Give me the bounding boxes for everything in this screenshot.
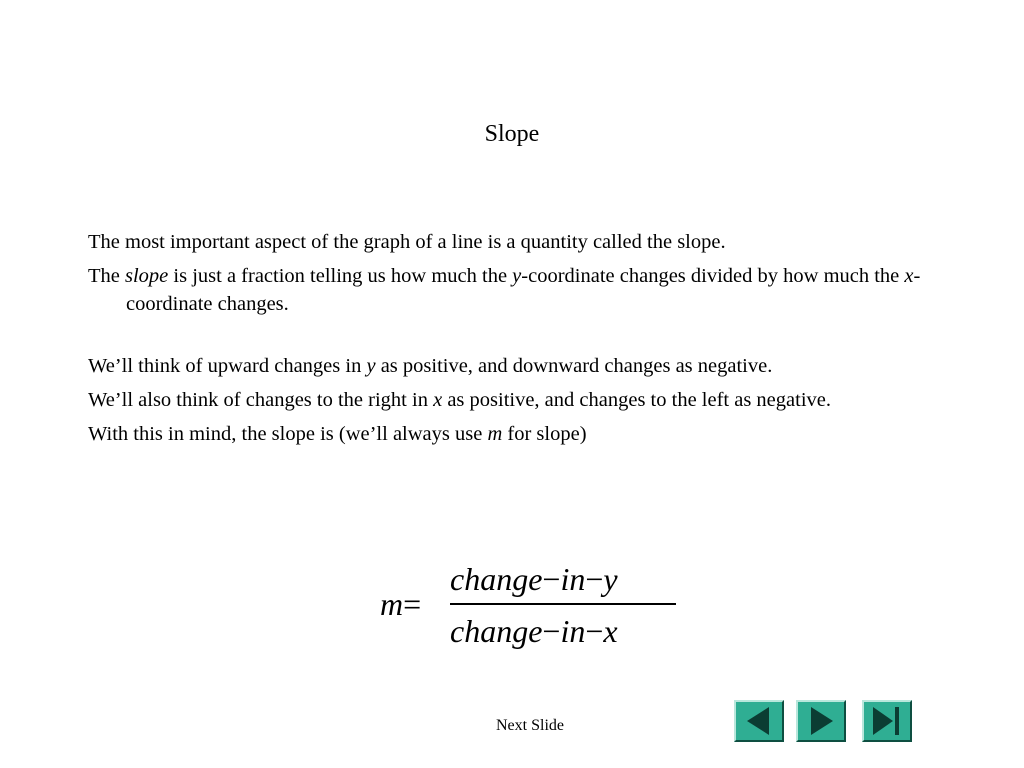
text-run: We’ll also think of changes to the right in [88, 389, 434, 411]
var-y: y [366, 355, 376, 377]
denominator-minus: − [542, 613, 561, 649]
text-run: The [88, 265, 125, 287]
text-run: as positive, and downward changes as negative. [375, 355, 773, 377]
text-run: -coordinate changes divided by how much the [521, 265, 905, 287]
last-slide-button[interactable] [862, 700, 912, 742]
formula-numerator [450, 560, 618, 598]
var-y: y [512, 265, 522, 287]
text-run: is just a fraction telling us how much the [168, 265, 513, 287]
numerator-word-change: change [450, 561, 543, 597]
slide-body [88, 228, 958, 454]
var-x: x [433, 389, 443, 411]
denominator-var-x: x [603, 613, 618, 649]
numerator-var-y: y [603, 561, 618, 597]
denominator-word-in: in [560, 613, 586, 649]
last-slide-icon [864, 702, 910, 740]
paragraph-slope-intro [88, 420, 958, 448]
previous-triangle-icon [736, 702, 782, 740]
next-slide-button[interactable] [796, 700, 846, 742]
formula-m: m [380, 586, 404, 622]
paragraph-slope-definition [88, 262, 958, 318]
denominator-minus: − [585, 613, 604, 649]
var-x: x [904, 265, 914, 287]
text-run: for slope) [502, 423, 587, 445]
paragraph-vertical-sign [88, 352, 958, 380]
next-slide-link[interactable]: Next Slide [496, 717, 564, 734]
numerator-minus: − [542, 561, 561, 597]
formula-equals: = [403, 586, 422, 622]
text-run: With this in mind, the slope is (we’ll always use [88, 423, 488, 445]
formula-lhs [380, 584, 421, 624]
denominator-word-change: change [450, 613, 543, 649]
fraction-bar [450, 603, 676, 605]
paragraph-importance: The most important aspect of the graph of a line is a quantity called the slope. [88, 231, 726, 253]
formula-denominator [450, 612, 618, 650]
numerator-word-in: in [560, 561, 586, 597]
text-run: as positive, and changes to the left as negative. [442, 389, 831, 411]
previous-slide-button[interactable] [734, 700, 784, 742]
text-run: We’ll think of upward changes in [88, 355, 367, 377]
next-triangle-icon [798, 702, 844, 740]
text-run: -coordinate changes. [126, 265, 921, 315]
var-m: m [487, 423, 503, 445]
term-slope: slope [125, 265, 169, 287]
slide-title: Slope [484, 121, 540, 147]
numerator-minus: − [585, 561, 604, 597]
paragraph-horizontal-sign [88, 386, 958, 414]
slope-formula [380, 560, 700, 650]
